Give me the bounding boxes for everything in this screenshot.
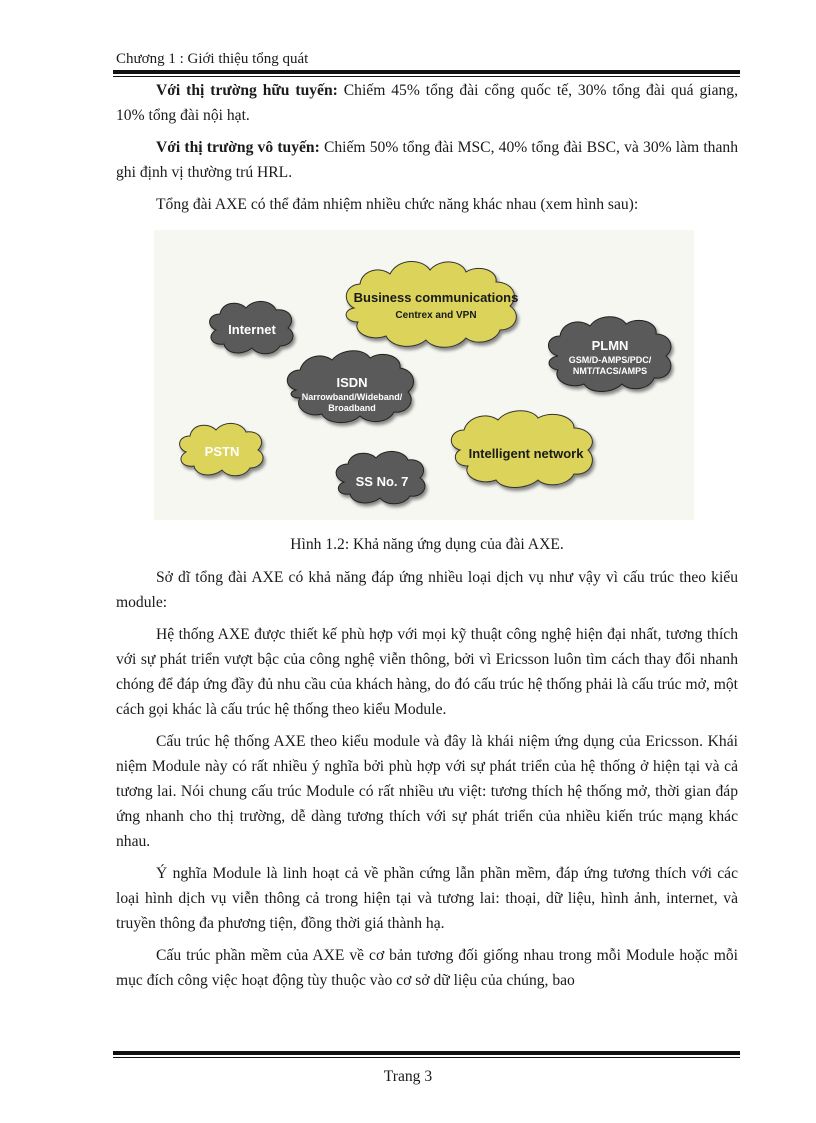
isdn-cloud-title: ISDN bbox=[336, 375, 368, 390]
intelligent-network-cloud-title: Intelligent network bbox=[468, 446, 584, 461]
header-rule-thick bbox=[113, 70, 740, 74]
paragraph-body-2: Hệ thống AXE được thiết kế phù hợp với mọi kỹ thuật công nghệ hiện đại nhất, tương thích với sự phát triển vượt bậc của công nghệ viễn thông, bởi vì Ericsson luôn tìm cách thay đổi nhanh chóng để đáp ứng đầy đủ nhu cầu của khách hàng, do đó cấu trúc hệ thống phải là cấu trúc mở, một cách gọi khác là cấu trúc hệ thống theo kiểu Module. bbox=[116, 626, 738, 718]
business-cloud-sub: Centrex and VPN bbox=[395, 310, 477, 321]
paragraph-axe-functions: Tổng đài AXE có thể đảm nhiệm nhiều chức năng khác nhau (xem hình sau): bbox=[156, 196, 639, 213]
bold-lead: Với thị trường vô tuyến: bbox=[156, 139, 320, 156]
paragraph-body-3: Cấu trúc hệ thống AXE theo kiểu module và đây là khái niệm ứng dụng của Ericsson. Khái niệm Module này có rất nhiều ý nghĩa bởi phù hợp với sự phát triển của hệ thống ở hiện tại và cả tương lai. Nói chung cấu trúc Module có rất nhiều ưu việt: tương thích hệ thống mở, thời gian đáp ứng nhanh cho thị trường, dễ dàng tương thích với sự phát triển của nhiều kiến trúc mạng khác nhau. bbox=[116, 733, 738, 850]
paragraph-body-4: Ý nghĩa Module là linh hoạt cả về phần cứng lẫn phần mềm, đáp ứng tương thích với các loại hình dịch vụ viễn thông cả trong hiện tại và tương lai: thoại, dữ liệu, hình ảnh, internet, và truyền thông đa phương tiện, đồng thời giá thành hạ. bbox=[116, 865, 738, 932]
plmn-cloud-title: PLMN bbox=[591, 338, 629, 353]
header-rule-thin bbox=[113, 76, 740, 77]
page-content bbox=[116, 78, 738, 1000]
ss7-cloud-title: SS No. 7 bbox=[355, 474, 409, 489]
paragraph-wireless-market bbox=[116, 135, 738, 185]
business-cloud-title: Business communications bbox=[353, 290, 519, 305]
isdn-cloud-line1: Narrowband/Wideband/ bbox=[301, 392, 403, 402]
footer-rule-thin bbox=[113, 1057, 740, 1058]
axe-applications-figure bbox=[154, 230, 694, 520]
bold-lead: Với thị trường hữu tuyến: bbox=[156, 82, 338, 99]
footer-rule-thick bbox=[113, 1051, 740, 1055]
paragraph-body-5: Cấu trúc phần mềm của AXE về cơ bản tương đối giống nhau trong mỗi Module hoặc mỗi mục đích công việc hoạt động tùy thuộc vào cơ sở dữ liệu của chúng, bao bbox=[116, 947, 738, 989]
plmn-cloud-line1: GSM/D-AMPS/PDC/ bbox=[568, 355, 652, 365]
paragraph-body-1: Sở dĩ tổng đài AXE có khả năng đáp ứng nhiều loại dịch vụ như vậy vì cấu trúc theo kiểu module: bbox=[116, 569, 738, 611]
paragraph-text: Chiếm 45% tổng đài cổng quốc tế, 30% tổng đài quá giang, 10% tổng đài nội hạt. bbox=[116, 82, 738, 124]
internet-cloud-title: Internet bbox=[228, 322, 276, 337]
pstn-cloud-title: PSTN bbox=[204, 444, 240, 459]
paragraph-wired-market bbox=[116, 78, 738, 128]
page-number: Trang 3 bbox=[383, 1068, 433, 1085]
plmn-cloud-line2: NMT/TACS/AMPS bbox=[572, 366, 648, 376]
clouds-diagram bbox=[154, 230, 694, 520]
header-title: Chương 1 : Giới thiệu tổng quát bbox=[116, 51, 309, 67]
isdn-cloud-line2: Broadband bbox=[328, 403, 376, 413]
paragraph-text: Chiếm 50% tổng đài MSC, 40% tổng đài BSC, và 30% làm thanh ghi định vị thường trú HRL. bbox=[116, 139, 738, 181]
figure-caption: Hình 1.2: Khả năng ứng dụng của đài AXE. bbox=[290, 536, 564, 553]
